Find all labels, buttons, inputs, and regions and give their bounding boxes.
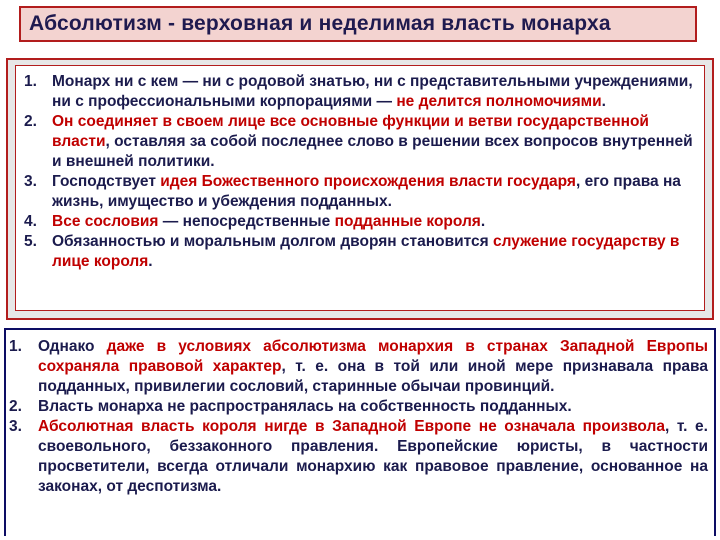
list-item bbox=[6, 337, 708, 397]
features-panel-inner bbox=[15, 65, 705, 311]
list-item-text: Однако bbox=[38, 338, 107, 355]
list-item-text: , оставляя за собой последнее слово в решении всех вопросов внутренней и внешней политики. bbox=[52, 133, 693, 170]
list-item bbox=[16, 112, 696, 172]
list-item-text: . bbox=[480, 213, 486, 230]
absolutism-features-list bbox=[16, 72, 696, 272]
list-item bbox=[16, 232, 696, 272]
absolutism-features-panel bbox=[6, 58, 714, 320]
highlighted-text: служение государству в лице короля bbox=[52, 233, 680, 270]
list-item bbox=[16, 172, 696, 212]
list-item-number: 2. bbox=[24, 113, 37, 130]
highlighted-text: подданные короля bbox=[334, 213, 481, 230]
list-item-number: 1. bbox=[9, 338, 22, 355]
slide-title: Абсолютизм - верховная и неделимая власть монарха bbox=[29, 12, 611, 35]
highlighted-text: идея Божественного происхождения власти государя bbox=[160, 173, 576, 190]
limitations-panel bbox=[4, 328, 716, 536]
highlighted-text: даже в условиях абсолютизма монархия в странах Западной Европы сохраняла правовой характер bbox=[38, 338, 708, 375]
list-item-text: Обязанностью и моральным долгом дворян становится bbox=[52, 233, 494, 250]
list-item-number: 4. bbox=[24, 213, 37, 230]
highlighted-text: не делится полномочиями bbox=[396, 93, 602, 110]
list-item-number: 1. bbox=[24, 73, 37, 90]
list-item-text: , его права на жизнь, имущество и убеждения подданных. bbox=[52, 173, 681, 210]
list-item bbox=[6, 417, 708, 497]
list-item-text: — непосредственные bbox=[158, 213, 335, 230]
absolutism-limitations-list bbox=[6, 337, 708, 497]
list-item-number: 2. bbox=[9, 398, 22, 415]
list-item bbox=[6, 397, 708, 417]
list-item-text: Господствует bbox=[52, 173, 161, 190]
highlighted-text: Абсолютная власть короля нигде в Западной Европе не означала произвола bbox=[38, 418, 665, 435]
highlighted-text: Все сословия bbox=[52, 213, 159, 230]
list-item-text: Монарх ни с кем — ни с родовой знатью, ни с представительными учреждениями, ни с профессиональными корпорациями — bbox=[52, 73, 693, 110]
highlighted-text: Он соединяет в своем лице все основные функции и ветви государственной власти bbox=[52, 113, 649, 150]
list-item-text: . bbox=[601, 93, 606, 110]
list-item-text: Власть монарха не распространялась на собственность подданных. bbox=[38, 398, 572, 415]
list-item-number: 3. bbox=[9, 418, 22, 435]
list-item-number: 3. bbox=[24, 173, 37, 190]
list-item-text: , т. е. своевольного, беззаконного правления. Европейские юристы, в частности просветители, всегда отличали монархию как правовое правление, основанное на законах, от деспотизма. bbox=[38, 418, 708, 495]
title-banner bbox=[19, 6, 697, 42]
list-item-number: 5. bbox=[24, 233, 37, 250]
list-item bbox=[16, 212, 696, 232]
list-item bbox=[16, 72, 696, 112]
list-item-text: , т. е. она в той или иной мере признавала права подданных, привилегии сословий, старинные обычаи провинций. bbox=[38, 358, 709, 395]
list-item-text: . bbox=[148, 253, 153, 270]
